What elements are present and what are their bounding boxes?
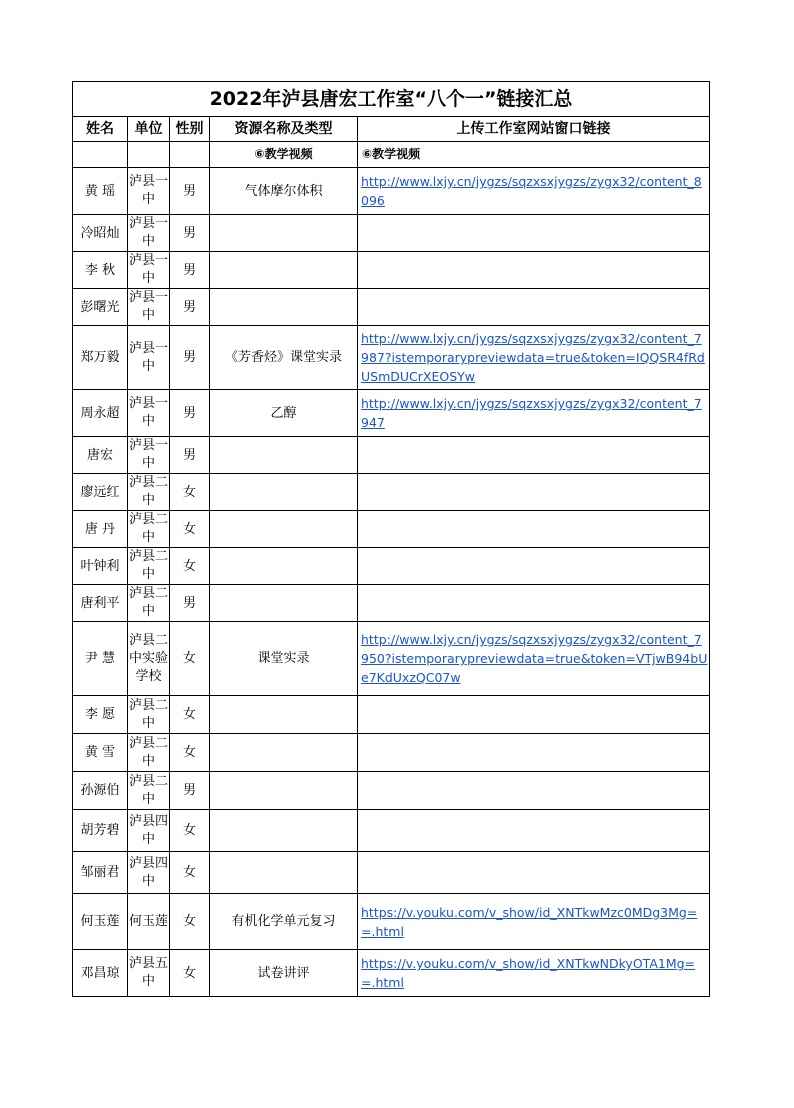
cell-gender: 女 <box>170 894 210 950</box>
table-row <box>73 168 710 215</box>
cell-link <box>358 548 710 585</box>
header-name: 姓名 <box>73 117 128 142</box>
cell-resource: 气体摩尔体积 <box>210 168 358 215</box>
cell-gender: 女 <box>170 950 210 997</box>
cell-resource <box>210 585 358 622</box>
cell-gender: 男 <box>170 252 210 289</box>
cell-gender: 男 <box>170 437 210 474</box>
cell-name: 李 秋 <box>73 252 128 289</box>
upload-link[interactable]: http://www.lxjy.cn/jygzs/sqzxsxjygzs/zygx32/content_7950?istemporarypreviewdata=true&token=VTjwB94bUe7KdUxzQC07w <box>361 632 708 685</box>
cell-resource <box>210 252 358 289</box>
cell-gender: 男 <box>170 326 210 390</box>
cell-resource <box>210 289 358 326</box>
header-link: 上传工作室网站窗口链接 <box>358 117 710 142</box>
cell-unit: 泸县二中实验学校 <box>128 622 170 696</box>
cell-resource <box>210 511 358 548</box>
cell-unit: 泸县二中 <box>128 734 170 772</box>
table-body <box>73 168 710 997</box>
cell-link <box>358 511 710 548</box>
cell-gender: 女 <box>170 852 210 894</box>
table-row <box>73 437 710 474</box>
cell-gender: 女 <box>170 696 210 734</box>
cell-gender: 女 <box>170 474 210 511</box>
cell-unit: 泸县一中 <box>128 437 170 474</box>
cell-link <box>358 772 710 810</box>
cell-unit: 泸县四中 <box>128 810 170 852</box>
cell-unit: 泸县一中 <box>128 168 170 215</box>
table-row <box>73 252 710 289</box>
cell-name: 廖远红 <box>73 474 128 511</box>
cell-link <box>358 168 710 215</box>
table-row <box>73 326 710 390</box>
table-row <box>73 474 710 511</box>
cell-name: 李 愿 <box>73 696 128 734</box>
cell-resource <box>210 474 358 511</box>
cell-resource: 乙醇 <box>210 390 358 437</box>
cell-gender: 女 <box>170 548 210 585</box>
cell-link <box>358 390 710 437</box>
cell-gender: 女 <box>170 810 210 852</box>
upload-link[interactable]: http://www.lxjy.cn/jygzs/sqzxsxjygzs/zygx32/content_8096 <box>361 174 702 208</box>
table-row <box>73 772 710 810</box>
summary-table <box>72 81 710 997</box>
cell-name: 邓昌琼 <box>73 950 128 997</box>
cell-gender: 男 <box>170 772 210 810</box>
subheader-empty <box>170 142 210 168</box>
header-resource: 资源名称及类型 <box>210 117 358 142</box>
cell-unit: 泸县一中 <box>128 215 170 252</box>
cell-gender: 男 <box>170 215 210 252</box>
header-gender: 性别 <box>170 117 210 142</box>
cell-link <box>358 215 710 252</box>
cell-name: 黄 瑶 <box>73 168 128 215</box>
table-row <box>73 696 710 734</box>
table-row <box>73 734 710 772</box>
cell-resource: 《芳香烃》课堂实录 <box>210 326 358 390</box>
cell-name: 邹丽君 <box>73 852 128 894</box>
cell-unit: 泸县二中 <box>128 548 170 585</box>
cell-link <box>358 894 710 950</box>
cell-unit: 泸县二中 <box>128 511 170 548</box>
subheader-resource: ⑥教学视频 <box>210 142 358 168</box>
cell-link <box>358 289 710 326</box>
cell-name: 周永超 <box>73 390 128 437</box>
cell-unit: 泸县一中 <box>128 252 170 289</box>
table-row <box>73 852 710 894</box>
table-row <box>73 622 710 696</box>
cell-gender: 男 <box>170 390 210 437</box>
cell-unit: 泸县一中 <box>128 390 170 437</box>
table-row <box>73 810 710 852</box>
cell-gender: 女 <box>170 622 210 696</box>
cell-unit: 泸县四中 <box>128 852 170 894</box>
cell-name: 尹 慧 <box>73 622 128 696</box>
cell-link <box>358 437 710 474</box>
cell-link <box>358 622 710 696</box>
table-row <box>73 215 710 252</box>
cell-resource: 课堂实录 <box>210 622 358 696</box>
cell-resource <box>210 734 358 772</box>
subheader-empty <box>128 142 170 168</box>
cell-name: 唐利平 <box>73 585 128 622</box>
cell-resource <box>210 852 358 894</box>
cell-name: 彭曙光 <box>73 289 128 326</box>
table-row <box>73 289 710 326</box>
cell-name: 黄 雪 <box>73 734 128 772</box>
cell-resource <box>210 548 358 585</box>
cell-name: 叶钟利 <box>73 548 128 585</box>
cell-gender: 男 <box>170 289 210 326</box>
cell-resource <box>210 437 358 474</box>
cell-unit: 泸县一中 <box>128 289 170 326</box>
upload-link[interactable]: http://www.lxjy.cn/jygzs/sqzxsxjygzs/zygx32/content_7947 <box>361 396 702 430</box>
table-row <box>73 894 710 950</box>
cell-unit: 泸县二中 <box>128 696 170 734</box>
header-unit: 单位 <box>128 117 170 142</box>
cell-link <box>358 585 710 622</box>
cell-resource <box>210 215 358 252</box>
page-title: 2022年泸县唐宏工作室“八个一”链接汇总 <box>73 82 710 117</box>
cell-link <box>358 252 710 289</box>
cell-name: 孙源伯 <box>73 772 128 810</box>
cell-gender: 女 <box>170 734 210 772</box>
cell-gender: 男 <box>170 585 210 622</box>
table-row <box>73 950 710 997</box>
cell-link <box>358 696 710 734</box>
cell-link <box>358 326 710 390</box>
cell-name: 冷昭灿 <box>73 215 128 252</box>
upload-link[interactable]: https://v.youku.com/v_show/id_XNTkwNDkyOTA1Mg==.html <box>361 956 696 990</box>
cell-link <box>358 950 710 997</box>
cell-unit: 泸县一中 <box>128 326 170 390</box>
cell-unit: 泸县二中 <box>128 474 170 511</box>
cell-gender: 男 <box>170 168 210 215</box>
cell-unit: 何玉莲 <box>128 894 170 950</box>
cell-unit: 泸县二中 <box>128 772 170 810</box>
cell-link <box>358 810 710 852</box>
cell-name: 郑万毅 <box>73 326 128 390</box>
cell-unit: 泸县二中 <box>128 585 170 622</box>
table-row <box>73 548 710 585</box>
cell-resource <box>210 696 358 734</box>
cell-resource: 有机化学单元复习 <box>210 894 358 950</box>
upload-link[interactable]: https://v.youku.com/v_show/id_XNTkwMzc0MDg3Mg==.html <box>361 904 698 939</box>
cell-gender: 女 <box>170 511 210 548</box>
cell-unit: 泸县五中 <box>128 950 170 997</box>
cell-link <box>358 734 710 772</box>
upload-link[interactable]: http://www.lxjy.cn/jygzs/sqzxsxjygzs/zygx32/content_7987?istemporarypreviewdata=true&token=IQQSR4fRdUSmDUCrXEOSYw <box>361 331 705 384</box>
cell-resource <box>210 772 358 810</box>
cell-resource: 试卷讲评 <box>210 950 358 997</box>
table-row <box>73 511 710 548</box>
cell-name: 唐 丹 <box>73 511 128 548</box>
cell-link <box>358 852 710 894</box>
cell-name: 胡芳碧 <box>73 810 128 852</box>
cell-link <box>358 474 710 511</box>
cell-name: 何玉莲 <box>73 894 128 950</box>
subheader-link: ⑥教学视频 <box>358 142 710 168</box>
table-row <box>73 585 710 622</box>
subheader-empty <box>73 142 128 168</box>
cell-resource <box>210 810 358 852</box>
table-row <box>73 390 710 437</box>
cell-name: 唐宏 <box>73 437 128 474</box>
